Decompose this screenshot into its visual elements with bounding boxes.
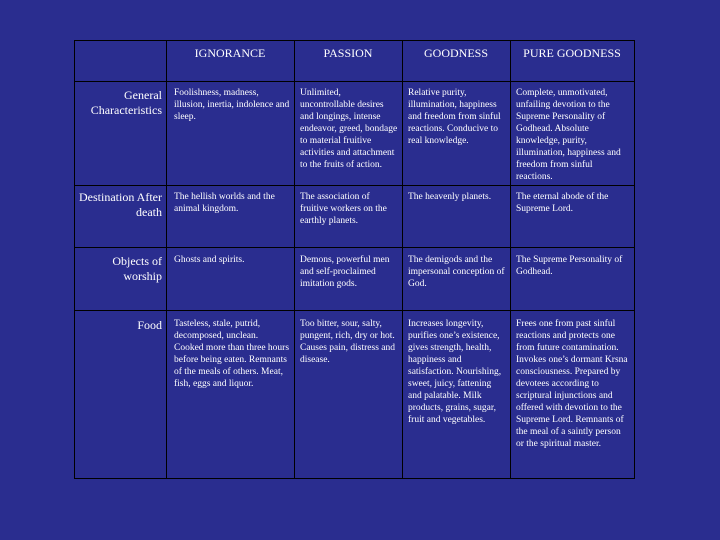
column-divider — [402, 40, 403, 478]
column-divider — [294, 40, 295, 478]
row-label-destination-after-death: Destination After death — [79, 190, 162, 219]
row-divider — [74, 310, 635, 311]
cell-general-pure-goodness: Complete, unmotivated, unfailing devotion to the Supreme Personality of Godhead. Absolute knowledge, purity, illumination, happiness and freedom from sinful reactions. — [516, 88, 621, 182]
cell-food-ignorance: Tasteless, stale, putrid, decomposed, unclean. Cooked more than three hours before being eaten. Remnants of the meals of others. Meat, fish, eggs and liquor. — [174, 319, 290, 389]
cell-worship-ignorance: Ghosts and spirits. — [174, 255, 245, 265]
cell-destination-goodness: The heavenly planets. — [408, 192, 492, 202]
cell-food-passion: Too bitter, sour, salty, pungent, rich, dry or hot. Causes pain, distress and disease. — [300, 319, 395, 365]
cell-food-pure-goodness: Frees one from past sinful reactions and protects one from future contamination. Invokes one’s dormant Krsna consciousness. Prepared by devotees according to scriptural injunctions and offered with devotion to the Supreme Lord. Remnants of the meal of a saintly person or the spiritual master. — [516, 319, 628, 449]
column-header-passion: PASSION — [323, 46, 373, 60]
column-divider — [510, 40, 511, 478]
column-header-ignorance: IGNORANCE — [194, 46, 266, 60]
cell-destination-passion: The association of fruitive workers on the earthly planets. — [300, 192, 387, 226]
table-border-bottom — [74, 478, 635, 479]
cell-worship-pure-goodness: The Supreme Personality of Godhead. — [516, 255, 623, 277]
row-divider — [74, 185, 635, 186]
cell-destination-pure-goodness: The eternal abode of the Supreme Lord. — [516, 192, 609, 214]
column-header-goodness: GOODNESS — [423, 46, 488, 60]
cell-general-goodness: Relative purity, illumination, happiness and freedom from sinful reactions. Conducive to real knowledge. — [408, 88, 501, 146]
cell-worship-passion: Demons, powerful men and self-proclaimed imitation gods. — [300, 255, 390, 289]
row-divider — [74, 81, 635, 82]
row-label-objects-of-worship: Objects of worship — [112, 254, 162, 283]
table-border-right — [634, 40, 635, 478]
column-header-pure-goodness: PURE GOODNESS — [523, 46, 621, 60]
table-border-left — [166, 40, 167, 478]
row-label-general-characteristics: General Characteristics — [90, 88, 162, 117]
cell-general-ignorance: Foolishness, madness, illusion, inertia, indolence and sleep. — [174, 88, 290, 122]
cell-worship-goodness: The demigods and the impersonal conception of God. — [408, 255, 505, 289]
cell-food-goodness: Increases longevity, purifies one’s existence, gives strength, health, happiness and satisfaction. Nourishing, sweet, juicy, fattening and palatable. Milk products, grains, sugar, fruit and vegetables. — [408, 319, 502, 425]
table-border-top — [74, 40, 635, 41]
row-divider — [74, 247, 635, 248]
cell-general-passion: Unlimited, uncontrollable desires and longings, intense endeavor, greed, bondage to material fruitive activities and attachment to the fruits of action. — [300, 88, 398, 170]
row-label-food: Food — [137, 318, 162, 332]
cell-destination-ignorance: The hellish worlds and the animal kingdom. — [174, 192, 275, 214]
